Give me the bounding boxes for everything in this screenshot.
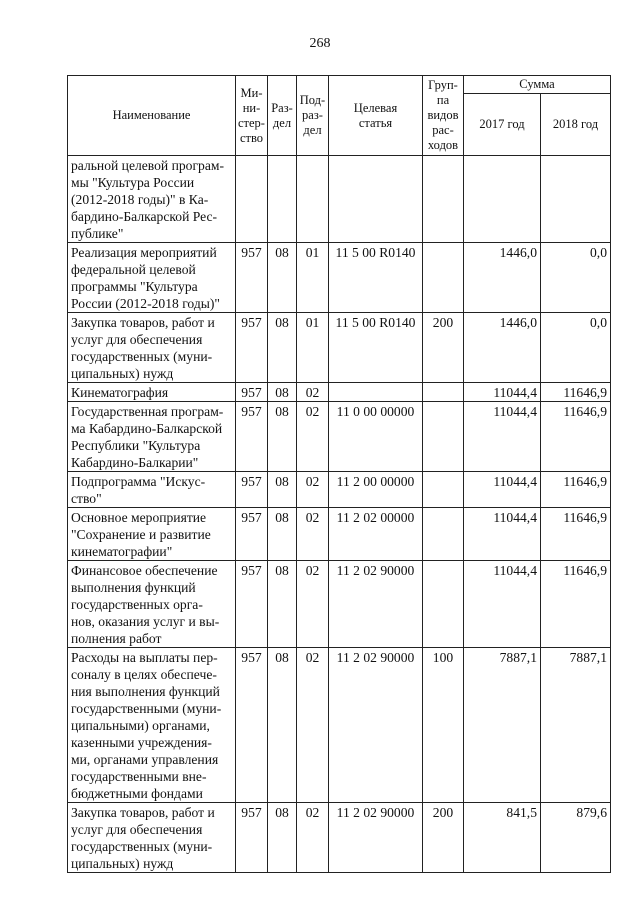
table-row — [68, 383, 611, 402]
header-group: Груп- па видов рас- ходов — [423, 76, 464, 156]
row-expense-group — [423, 402, 464, 472]
row-expense-group: 100 — [423, 648, 464, 803]
row-ministry: 957 — [236, 648, 268, 803]
row-target-article: 11 2 00 00000 — [329, 472, 423, 508]
row-sum-2018: 11646,9 — [541, 561, 611, 648]
row-name: Кинематография — [68, 383, 236, 402]
row-section — [268, 156, 297, 243]
row-expense-group: 200 — [423, 313, 464, 383]
table-header — [68, 76, 611, 156]
row-sum-2017: 1446,0 — [464, 313, 541, 383]
header-year-2018: 2018 год — [541, 94, 611, 156]
header-year-2017: 2017 год — [464, 94, 541, 156]
row-expense-group — [423, 156, 464, 243]
row-subsection: 02 — [297, 803, 329, 873]
row-sum-2017: 11044,4 — [464, 383, 541, 402]
row-section: 08 — [268, 243, 297, 313]
table-row — [68, 402, 611, 472]
row-name: Основное мероприятие "Сохранение и развитие кинематографии" — [68, 508, 236, 561]
row-sum-2018: 0,0 — [541, 313, 611, 383]
row-sum-2017: 1446,0 — [464, 243, 541, 313]
budget-table — [67, 75, 611, 873]
row-target-article: 11 2 02 00000 — [329, 508, 423, 561]
page-number: 268 — [309, 36, 331, 51]
table-row — [68, 648, 611, 803]
row-sum-2018: 11646,9 — [541, 383, 611, 402]
header-sum: Сумма — [464, 76, 611, 94]
row-name: Финансовое обеспечение выполнения функций государственных орга- нов, оказания услуг и вы- полнения работ — [68, 561, 236, 648]
row-sum-2017: 7887,1 — [464, 648, 541, 803]
table-body — [68, 156, 611, 873]
row-sum-2018: 879,6 — [541, 803, 611, 873]
row-sum-2018: 7887,1 — [541, 648, 611, 803]
row-target-article: 11 2 02 90000 — [329, 648, 423, 803]
row-subsection: 02 — [297, 383, 329, 402]
row-target-article: 11 5 00 R0140 — [329, 313, 423, 383]
table-row — [68, 561, 611, 648]
row-section: 08 — [268, 472, 297, 508]
row-target-article: 11 2 02 90000 — [329, 561, 423, 648]
row-subsection: 02 — [297, 508, 329, 561]
row-subsection: 02 — [297, 561, 329, 648]
row-expense-group — [423, 508, 464, 561]
header-ministry: Ми- ни- стер- ство — [236, 76, 268, 156]
row-expense-group: 200 — [423, 803, 464, 873]
header-subsection: Под- раз- дел — [297, 76, 329, 156]
row-section: 08 — [268, 648, 297, 803]
row-subsection — [297, 156, 329, 243]
row-ministry — [236, 156, 268, 243]
row-subsection: 02 — [297, 472, 329, 508]
row-ministry: 957 — [236, 803, 268, 873]
row-ministry: 957 — [236, 402, 268, 472]
row-name: Подпрограмма "Искус- ство" — [68, 472, 236, 508]
row-section: 08 — [268, 561, 297, 648]
row-ministry: 957 — [236, 313, 268, 383]
row-sum-2017: 11044,4 — [464, 508, 541, 561]
row-subsection: 02 — [297, 402, 329, 472]
table-row — [68, 508, 611, 561]
row-section: 08 — [268, 803, 297, 873]
row-name: ральной целевой програм- мы "Культура России (2012-2018 годы)" в Ка- бардино-Балкарской Рес- публике" — [68, 156, 236, 243]
row-sum-2017 — [464, 156, 541, 243]
row-sum-2018: 11646,9 — [541, 508, 611, 561]
row-sum-2018: 11646,9 — [541, 402, 611, 472]
header-name: Наименование — [68, 76, 236, 156]
row-name: Расходы на выплаты пер- соналу в целях обеспече- ния выполнения функций государственными (муни- ципальными) органами, казенными учреждения- ми, органами управления государственными вне- бюджетными фондами — [68, 648, 236, 803]
row-target-article — [329, 383, 423, 402]
row-section: 08 — [268, 313, 297, 383]
row-expense-group — [423, 472, 464, 508]
row-sum-2018: 0,0 — [541, 243, 611, 313]
row-ministry: 957 — [236, 472, 268, 508]
row-target-article — [329, 156, 423, 243]
row-subsection: 02 — [297, 648, 329, 803]
row-sum-2017: 11044,4 — [464, 561, 541, 648]
row-name: Государственная програм- ма Кабардино-Балкарской Республики "Культура Кабардино-Балкарии" — [68, 402, 236, 472]
row-section: 08 — [268, 508, 297, 561]
table-row — [68, 313, 611, 383]
header-target: Целевая статья — [329, 76, 423, 156]
row-sum-2017: 11044,4 — [464, 402, 541, 472]
table-row — [68, 472, 611, 508]
row-target-article: 11 5 00 R0140 — [329, 243, 423, 313]
row-name: Реализация мероприятий федеральной целевой программы "Культура России (2012-2018 годы)" — [68, 243, 236, 313]
row-ministry: 957 — [236, 508, 268, 561]
table-row — [68, 243, 611, 313]
row-sum-2017: 11044,4 — [464, 472, 541, 508]
row-ministry: 957 — [236, 243, 268, 313]
row-expense-group — [423, 561, 464, 648]
row-target-article: 11 2 02 90000 — [329, 803, 423, 873]
table-row — [68, 156, 611, 243]
row-section: 08 — [268, 402, 297, 472]
row-sum-2018 — [541, 156, 611, 243]
row-sum-2017: 841,5 — [464, 803, 541, 873]
row-name: Закупка товаров, работ и услуг для обеспечения государственных (муни- ципальных) нужд — [68, 803, 236, 873]
row-expense-group — [423, 383, 464, 402]
row-expense-group — [423, 243, 464, 313]
row-name: Закупка товаров, работ и услуг для обеспечения государственных (муни- ципальных) нужд — [68, 313, 236, 383]
row-subsection: 01 — [297, 243, 329, 313]
header-section: Раз- дел — [268, 76, 297, 156]
row-subsection: 01 — [297, 313, 329, 383]
row-target-article: 11 0 00 00000 — [329, 402, 423, 472]
row-sum-2018: 11646,9 — [541, 472, 611, 508]
row-section: 08 — [268, 383, 297, 402]
table-row — [68, 803, 611, 873]
row-ministry: 957 — [236, 383, 268, 402]
row-ministry: 957 — [236, 561, 268, 648]
